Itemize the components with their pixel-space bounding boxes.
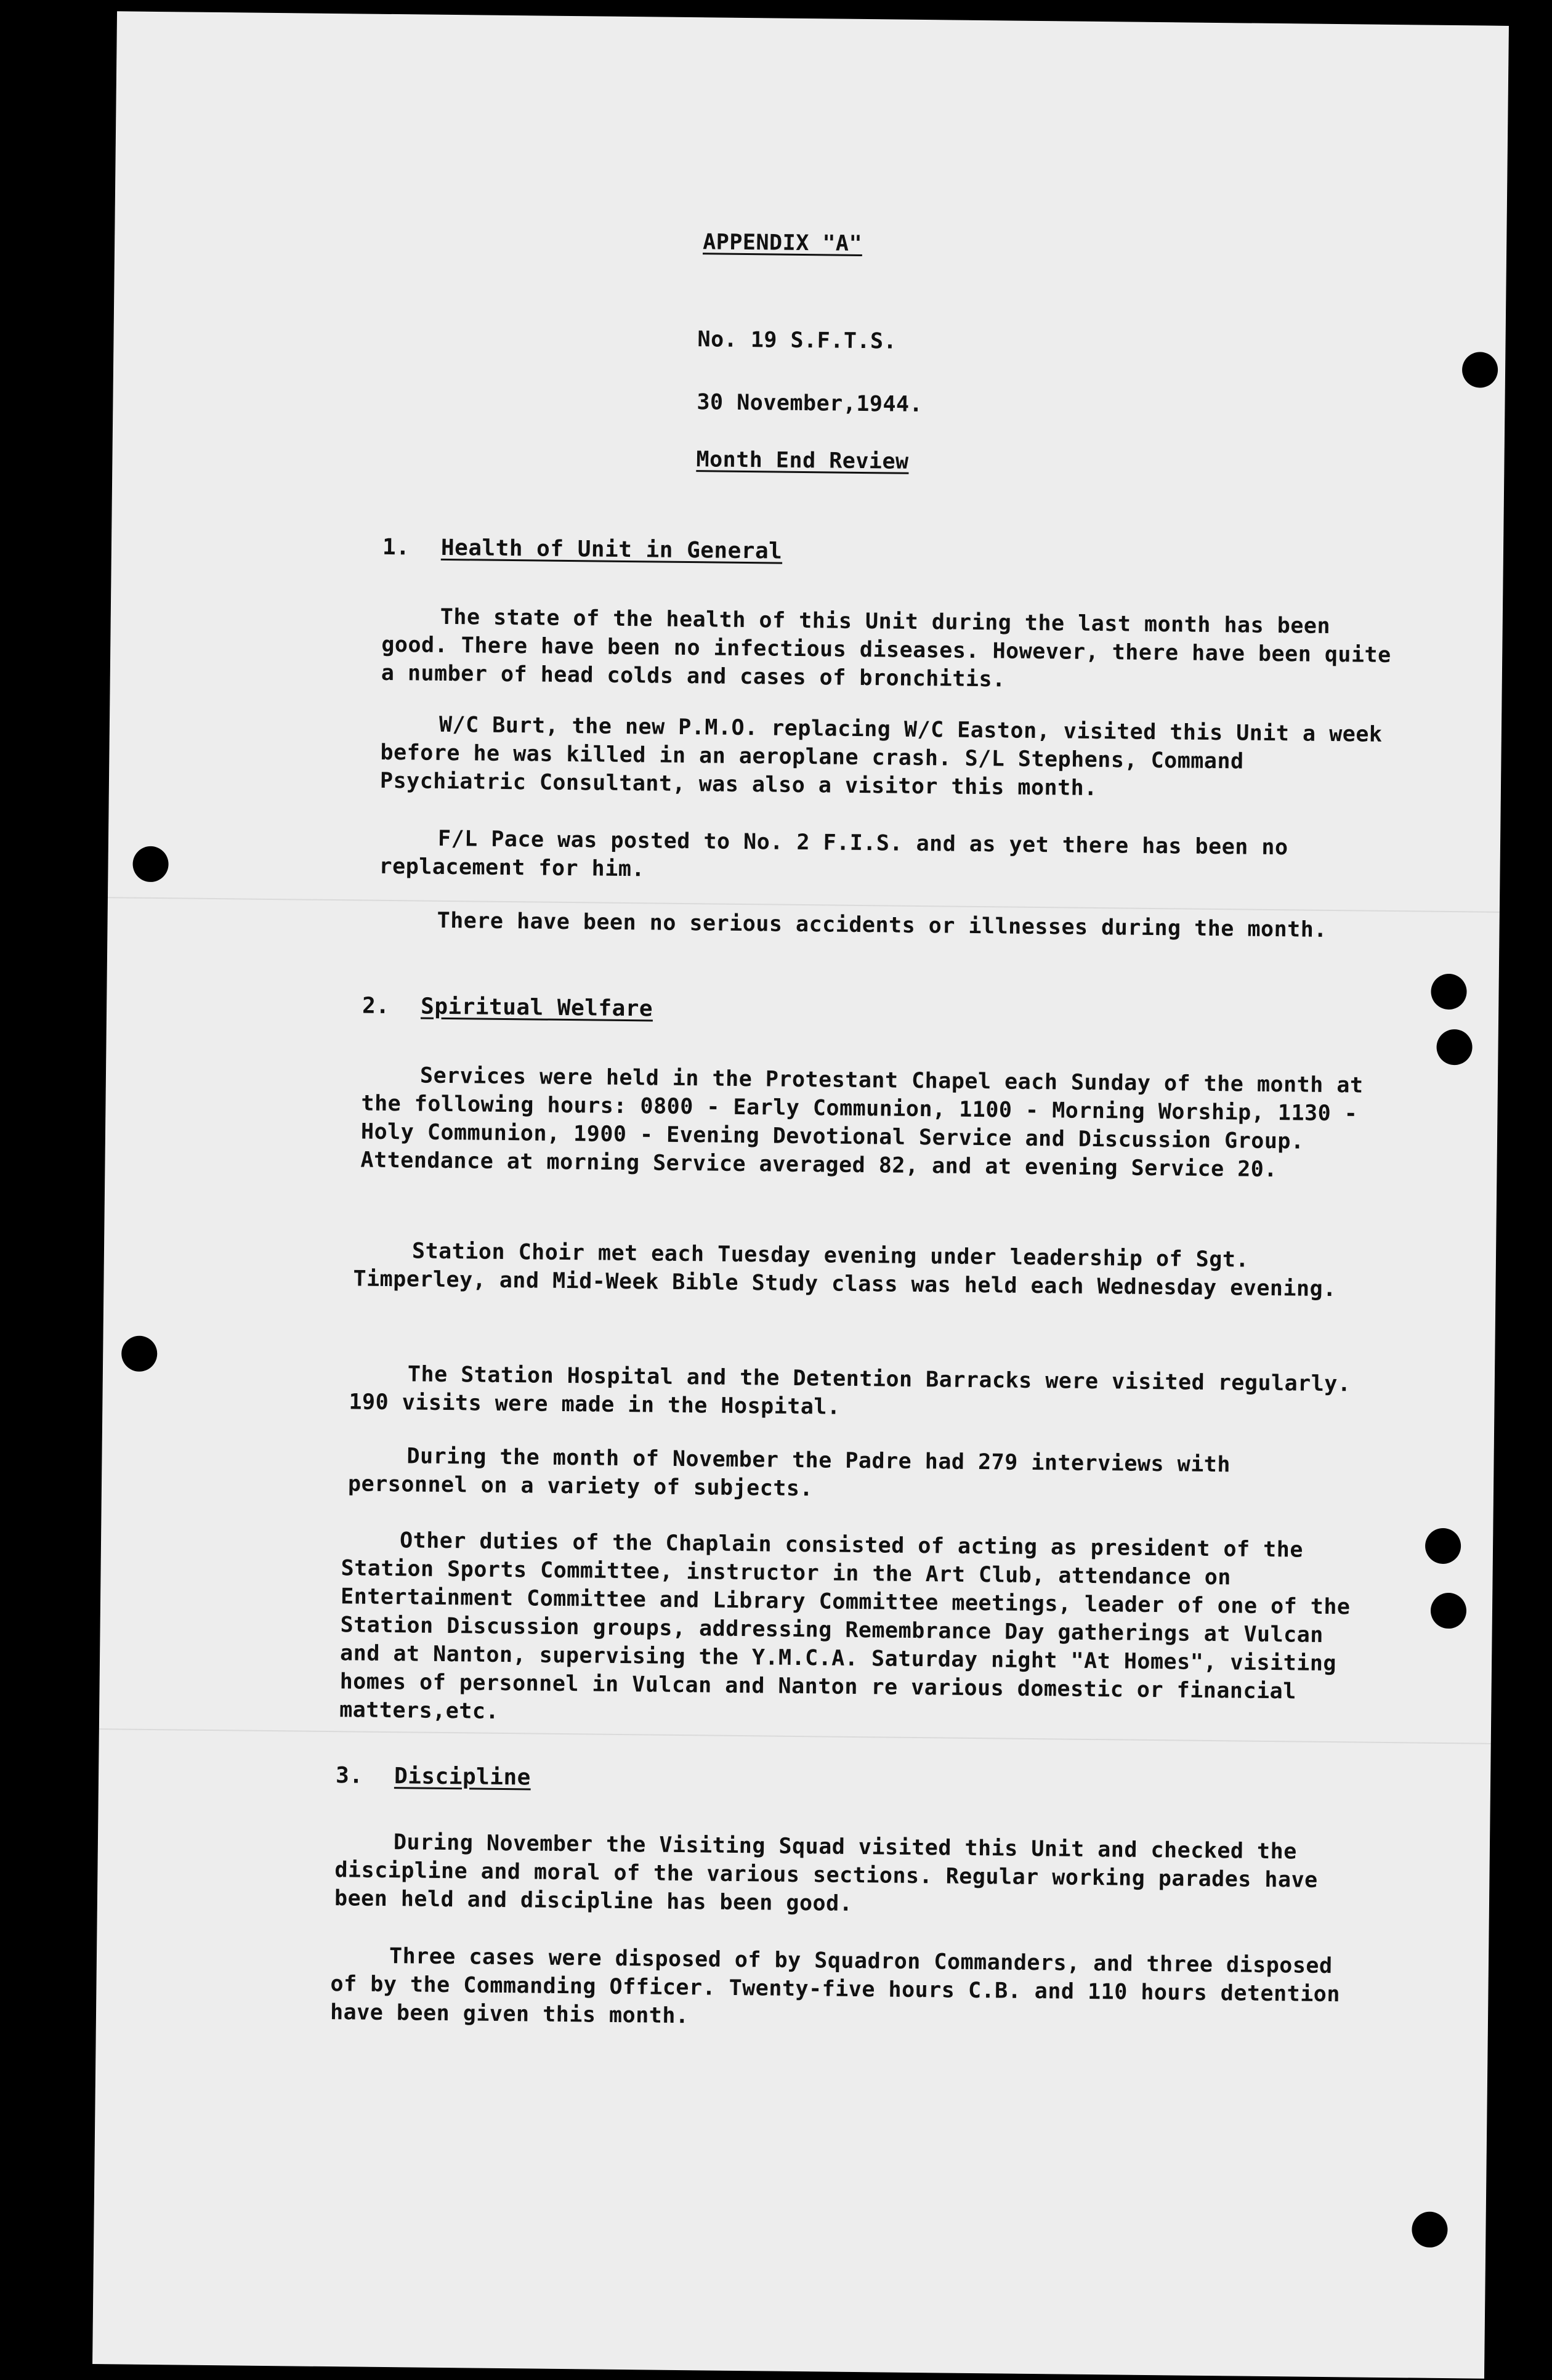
- section-title: Spiritual Welfare: [420, 994, 653, 1022]
- paragraph: During November the Visiting Squad visited this Unit and checked the discipline and moral of the various sections. Regular working parades have been held and discipline has been good.: [334, 1830, 1318, 1916]
- paragraph: Services were held in the Protestant Chapel each Sunday of the month at the following hours: 0800 - Early Communion, 1100 - Morning Worship, 1130 - Holy Communion, 1900 - Evening Devotional Service and Discussion Group. Attendance at morning Service averaged 82, and at evening Service 20.: [360, 1063, 1364, 1183]
- section-heading-spiritual: [362, 994, 653, 1022]
- paragraph: The Station Hospital and the Detention Barracks were visited regularly. 190 visits were made in the Hospital.: [349, 1362, 1351, 1420]
- paragraph: Other duties of the Chaplain consisted of acting as president of the Station Sports Committee, instructor in the Art Club, attendance on Entertainment Committee and Library Committee meetings, leader of one of the Station Discussion groups, addressing Remembrance Day gatherings at Vulcan and at Nanton, supervising the Y.M.C.A. Saturday night "At Homes", visiting homes of personnel in Vulcan and Nanton re various domestic or financial matters,etc.: [339, 1528, 1351, 1724]
- section-heading-discipline: [336, 1763, 531, 1790]
- punch-hole: [121, 1335, 158, 1372]
- paragraph: During the month of November the Padre had 279 interviews with personnel on a variety of subjects.: [347, 1444, 1231, 1502]
- section-number: 3.: [335, 1763, 363, 1789]
- section-number: 2.: [362, 993, 390, 1019]
- report-date: 30 November,1944.: [697, 390, 923, 418]
- punch-hole: [132, 846, 169, 883]
- section-heading-health: [382, 535, 783, 564]
- section-number: 1.: [382, 534, 410, 561]
- appendix-label: APPENDIX "A": [702, 230, 863, 256]
- section-title: Discipline: [394, 1763, 531, 1791]
- paragraph: W/C Burt, the new P.M.O. replacing W/C Easton, visited this Unit a week before he was killed in an aeroplane crash. S/L Stephens, Command Psychiatric Consultant, was also a visitor this month.: [379, 712, 1383, 801]
- unit-name: No. 19 S.F.T.S.: [697, 327, 897, 354]
- section-title: Health of Unit in General: [440, 535, 783, 564]
- paragraph: The state of the health of this Unit during the last month has been good. There have been no infectious diseases. However, there have been quite a number of head colds and cases of bronchitis.: [381, 604, 1391, 692]
- punch-hole: [1412, 2211, 1448, 2248]
- punch-hole: [1431, 974, 1467, 1010]
- paragraph: There have been no serious accidents or illnesses during the month.: [437, 908, 1328, 942]
- paragraph: Three cases were disposed of by Squadron Commanders, and three disposed of by the Commanding Officer. Twenty-five hours C.B. and 110 hours detention have been given this month.: [329, 1944, 1341, 2029]
- document-page: [92, 11, 1509, 2378]
- punch-hole: [1436, 1029, 1473, 1066]
- paragraph: F/L Pace was posted to No. 2 F.I.S. and as yet there has been no replacement for him.: [379, 826, 1288, 882]
- paragraph: Station Choir met each Tuesday evening under leadership of Sgt. Timperley, and Mid-Week Bible Study class was held each Wednesday evening.: [353, 1239, 1336, 1302]
- punch-hole: [1425, 1528, 1461, 1564]
- punch-hole: [1462, 352, 1498, 388]
- report-title: Month End Review: [696, 447, 909, 474]
- punch-hole: [1431, 1593, 1467, 1629]
